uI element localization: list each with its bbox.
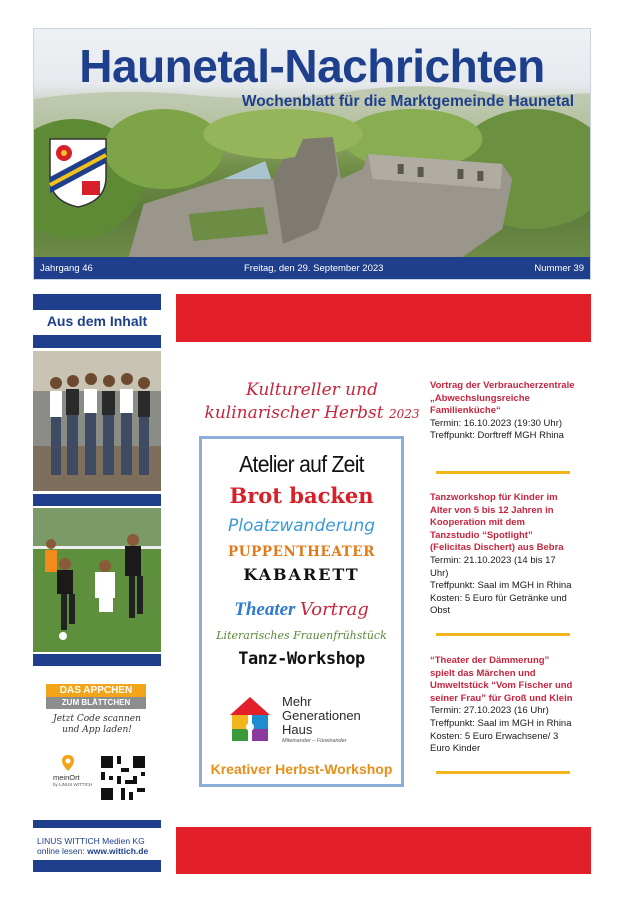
sidebar-blue-bar-4 (33, 820, 161, 828)
newspaper-title: Haunetal-Nachrichten (79, 40, 545, 92)
app-hand-line2: und App laden! (62, 725, 132, 735)
event-2-heading: Tanzworkshop für Kinder im Alter von 5 bis 12 Jahren in Kooperation mit dem Tanzstudio “Spotlight” (Felicitas Dischert) aus Bebra (430, 492, 564, 554)
poster-item-brot-backen: Brot backen (229, 483, 374, 508)
event-poster (199, 436, 404, 787)
event-2-line-1: Termin: 21.10.2023 (14 bis 17 Uhr) (430, 554, 556, 579)
publisher-online-prefix: online lesen: (37, 846, 88, 856)
poster-headline-text: kulinarischer Herbst (204, 403, 384, 423)
event-divider-1 (436, 471, 570, 474)
red-banner-top (176, 294, 591, 342)
app-promo-title: DAS APPCHEN (46, 684, 146, 697)
poster-item-tanz-workshop: Tanz-Workshop (238, 649, 365, 669)
sidebar (33, 294, 161, 874)
poster-item-atelier: Atelier auf Zeit (239, 451, 364, 477)
app-hand-line1: Jetzt Code scannen (53, 714, 141, 724)
group-photo (33, 351, 161, 491)
poster-item-theater: Theater (234, 599, 296, 620)
sidebar-top-blue-bar (33, 294, 161, 310)
mgh-name-line2: Generationen (282, 708, 361, 723)
sidebar-blue-bar (33, 335, 161, 348)
app-promo (33, 668, 161, 806)
coat-of-arms-icon (48, 137, 108, 209)
event-divider-3 (436, 771, 570, 774)
issue-date: Freitag, den 29. September 2023 (244, 263, 384, 274)
event-3-line-2: Treffpunkt: Saal im MGH in Rhina (430, 717, 572, 729)
publisher-online (37, 846, 148, 856)
publisher-name: LINUS WITTICH Medien KG (37, 836, 145, 846)
event-2 (430, 492, 576, 618)
poster-item-kabarett: KABARETT (243, 565, 360, 584)
poster-headline-year: 2023 (388, 407, 420, 421)
mgh-tagline: Miteinander – Füreinander (282, 738, 347, 744)
sidebar-bottom-blue-bar (33, 860, 161, 872)
issue-jahrgang: Jahrgang 46 (40, 263, 93, 274)
poster-item-vortrag: Vortrag (299, 599, 369, 620)
poster-headline-line1: Kultureller und (246, 380, 378, 400)
app-promo-subtitle: ZUM BLÄTTCHEN (46, 697, 146, 709)
map-pin-icon (61, 754, 75, 772)
event-divider-2 (436, 633, 570, 636)
issue-info-bar (34, 257, 590, 280)
event-3 (430, 655, 576, 756)
meinort-brand-sub: by LINUS WITTICH (53, 782, 93, 787)
poster-headline-line2 (198, 403, 426, 423)
event-1-line-1: Termin: 16.10.2023 (19:30 Uhr) (430, 417, 563, 429)
sidebar-inhalt-heading: Aus dem Inhalt (46, 313, 148, 329)
red-banner-bottom (176, 827, 591, 874)
event-3-line-1: Termin: 27.10.2023 (16 Uhr) (430, 705, 549, 717)
masthead (33, 28, 591, 280)
event-3-heading: “Theater der Dämmerung” spielt das Märchen und Umweltstück “Vom Fischer und seiner Frau” für Groß und Klein (430, 655, 573, 704)
event-3-line-3: Kosten: 5 Euro Erwachsene/ 3 Euro Kinder (430, 730, 559, 755)
poster-item-puppentheater: PUPPENTHEATER (227, 544, 376, 560)
football-photo (33, 508, 161, 652)
poster-footer: Kreativer Herbst-Workshop (210, 761, 393, 777)
qr-code-icon[interactable] (101, 756, 145, 800)
event-2-line-2: Treffpunkt: Saal im MGH in Rhina (430, 580, 572, 592)
poster-item-frauenfruehstueck: Literarisches Frauenfrühstück (216, 629, 387, 642)
sidebar-blue-bar-2 (33, 494, 161, 506)
poster-item-ploatzwanderung: Ploatzwanderung (227, 516, 376, 536)
event-1 (430, 380, 576, 443)
sidebar-blue-bar-3 (33, 654, 161, 666)
publisher-url-link[interactable]: www.wittich.de (87, 846, 149, 856)
mgh-name-line3: Haus (282, 722, 313, 737)
event-1-heading: Vortrag der Verbraucherzentrale „Abwechslungsreiche Familienküche“ (430, 380, 575, 417)
app-promo-handwriting (39, 714, 155, 736)
event-2-line-3: Kosten: 5 Euro für Getränke und Obst (430, 592, 567, 617)
issue-number: Nummer 39 (534, 263, 584, 274)
mgh-house-logo-icon (226, 693, 274, 743)
mgh-name-line1: Mehr (282, 694, 312, 709)
poster-theater-row (202, 599, 401, 621)
meinort-brand: meinOrt (53, 773, 80, 782)
event-1-line-2: Treffpunkt: Dorftreff MGH Rhina (430, 430, 564, 442)
newspaper-subtitle: Wochenblatt für die Marktgemeinde Haunetal (241, 93, 574, 110)
